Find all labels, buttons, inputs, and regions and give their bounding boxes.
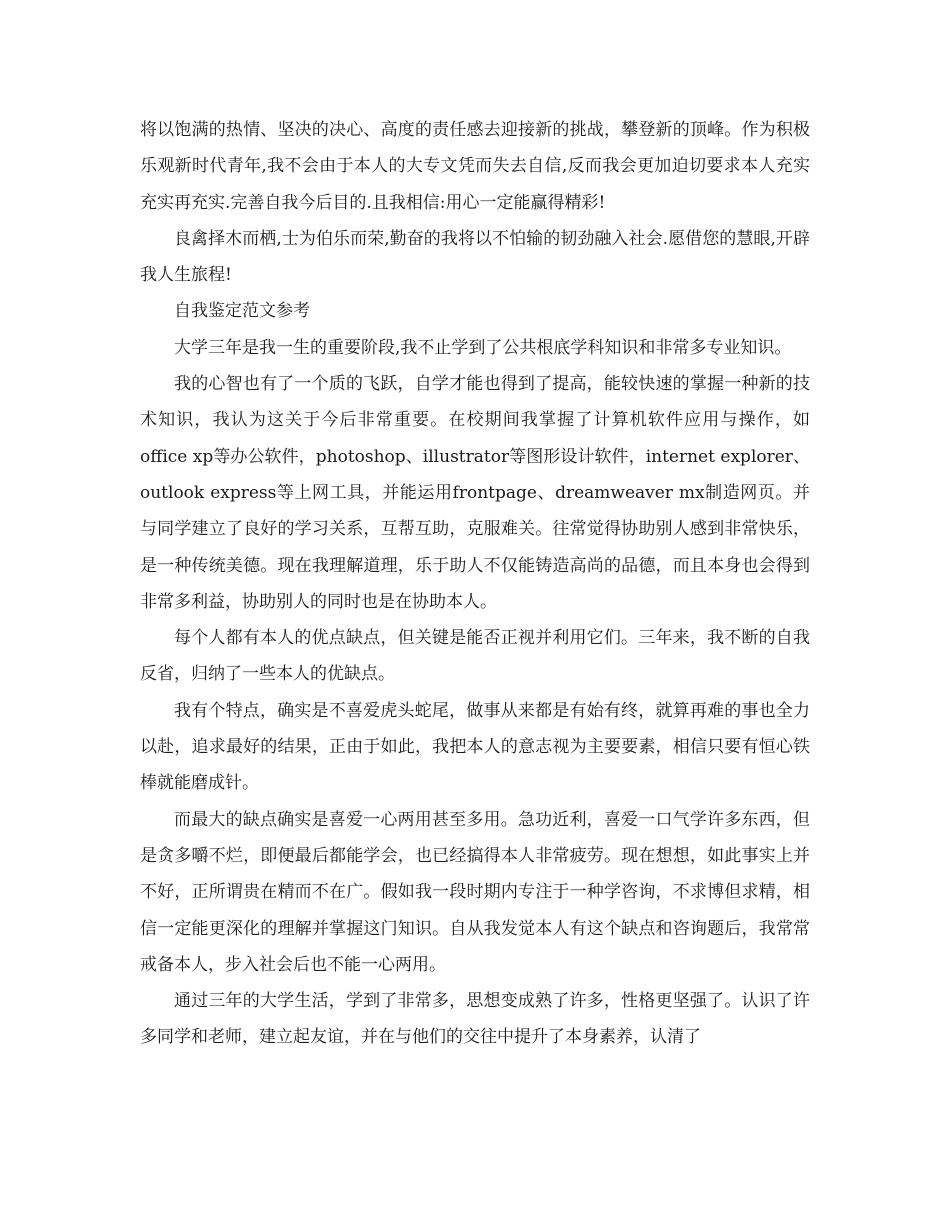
paragraph-2: 良禽择木而栖,士为伯乐而荣,勤奋的我将以不怕输的韧劲融入社会.愿借您的慧眼,开辟我人生旅程! [140,228,810,286]
paragraph-6: 我有个特点，确实是不喜爱虎头蛇尾，做事从来都是有始有终，就算再难的事也全力以赴，追求最好的结果，正由于如此，我把本人的意志视为主要要素，相信只要有恒心铁棒就能磨成针。 [140,700,810,794]
paragraph-7: 而最大的缺点确实是喜爱一心两用甚至多用。急功近利，喜爱一口气学许多东西，但是贪多嚼不烂，即便最后都能学会，也已经搞得本人非常疲劳。现在想想，如此事实上并不好，正所谓贵在精而不在广。假如我一段时期内专注于一种学咨询，不求博但求精，相信一定能更深化的理解并掌握这门知识。自从我发觉本人有这个缺点和咨询题后，我常常戒备本人，步入社会后也不能一心两用。 [140,809,810,975]
paragraph-8: 通过三年的大学生活，学到了非常多，思想变成熟了许多，性格更坚强了。认识了许多同学和老师，建立起友谊，并在与他们的交往中提升了本身素养，认清了 [140,991,810,1048]
paragraph-5: 每个人都有本人的优点缺点，但关键是能否正视并利用它们。三年来，我不断的自我反省，归纳了一些本人的优缺点。 [140,628,810,685]
paragraph-3: 大学三年是我一生的重要阶段,我不止学到了公共根底学科知识和非常多专业知识。 [174,337,792,358]
paragraph-4: 我的心智也有了一个质的飞跃，自学才能也得到了提高，能较快速的掌握一种新的技术知识，我认为这关于今后非常重要。在校期间我掌握了计算机软件应用与操作，如office xp等办公软件，photoshop、illustrator等图形设计软件，internet explorer、outlook express等上网工具，并能运用frontpage、dreamweaver mx制造网页。并与同学建立了良好的学习关系，互帮互助，克服难关。往常觉得协助别人感到非常快乐，是一种传统美德。现在我理解道理，乐于助人不仅能铸造高尚的品德，而且本身也会得到非常多利益，协助别人的同时也是在协助本人。 [140,374,810,612]
section-heading: 自我鉴定范文参考 [174,301,310,322]
paragraph-1: 将以饱满的热情、坚决的决心、高度的责任感去迎接新的挑战，攀登新的顶峰。作为积极乐观新时代青年,我不会由于本人的大专文凭而失去自信,反而我会更加迫切要求本人充实充实再充实.完善自我今后目的.且我相信:用心一定能赢得精彩! [140,120,810,213]
document-page [140,112,810,1056]
